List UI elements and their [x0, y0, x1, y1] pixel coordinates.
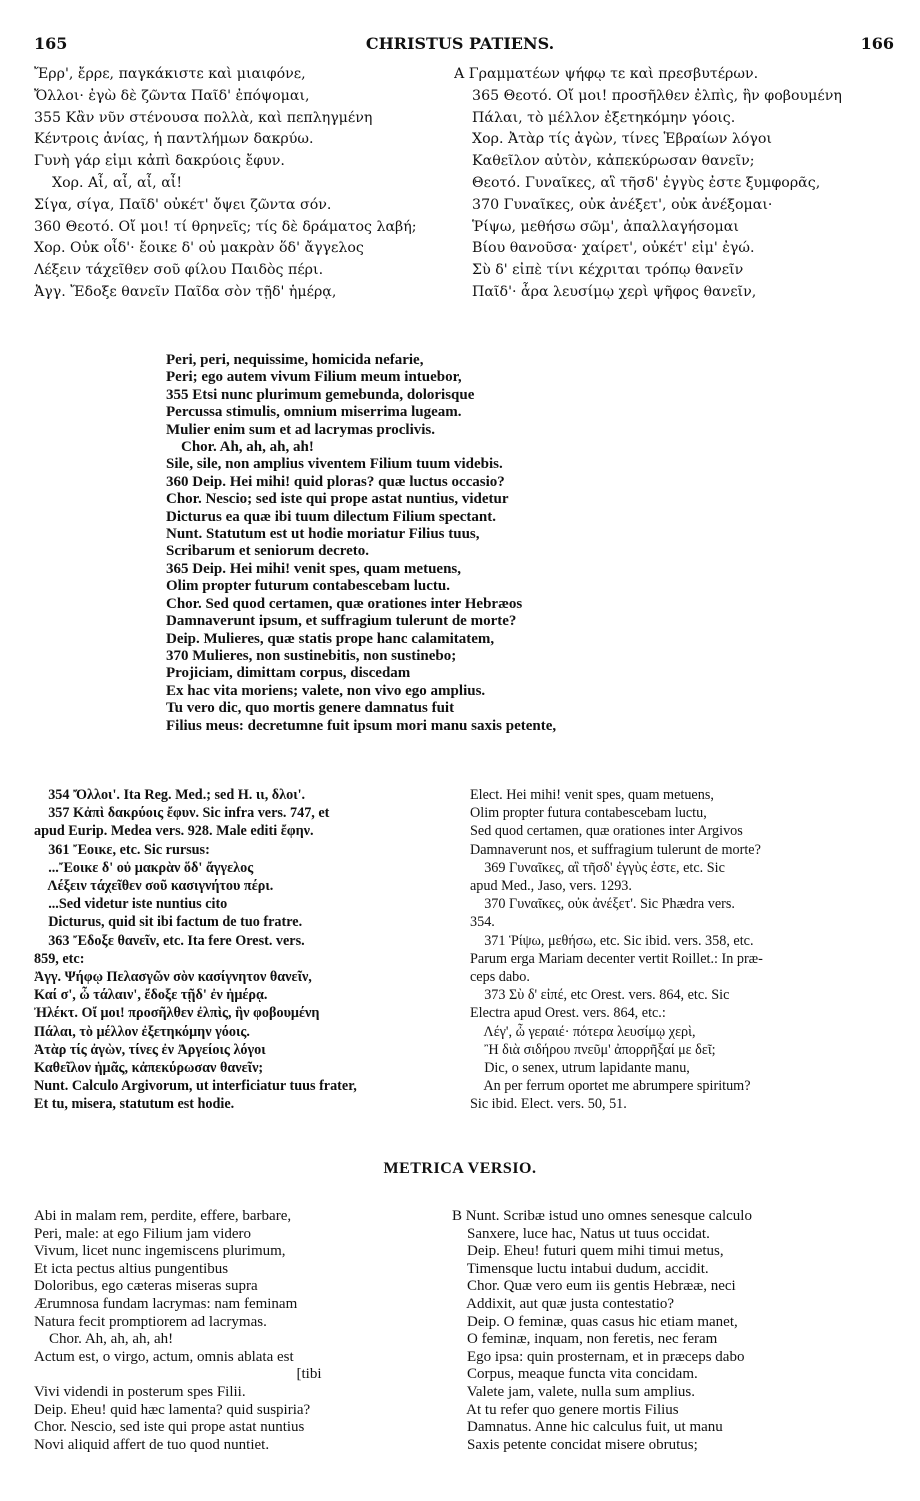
- text-line: Γυνὴ γάρ εἰμι κἀπὶ δακρύοις ἔφυν.: [34, 153, 285, 170]
- text-line: Et tu, misera, statutum est hodie.: [34, 1096, 235, 1113]
- text-line: Dicturus, quid sit ibi factum de tuo fratre.: [34, 914, 303, 931]
- text-line: Χορ. Αἶ, αἶ, αἶ, αἶ!: [34, 174, 183, 191]
- running-header: [0, 34, 920, 58]
- text-line: Χορ. Οὐκ οἶδ'· ἔοικε δ' οὐ μακρὰν ὅδ' ἄγγελος: [34, 240, 364, 257]
- text-line: An per ferrum oportet me abrumpere spiritum?: [470, 1078, 751, 1095]
- text-line: Ἀγγ. Ἔδοξε θανεῖν Παῖδα σὸν τῇδ' ἡμέρᾳ,: [34, 283, 337, 300]
- text-line: Χορ. Ἀτὰρ τίς ἀγὼν, τίνες Ἑβραίων λόγοι: [454, 131, 772, 148]
- text-line: Λέγ', ὦ γεραιέ· πότερα λευσίμῳ χερὶ,: [470, 1023, 696, 1040]
- text-line: Mulier enim sum et ad lacrymas proclivis.: [166, 421, 436, 438]
- text-line: Tu vero dic, quo mortis genere damnatus fuit: [166, 700, 455, 717]
- text-line: 354.: [470, 914, 495, 931]
- text-line: B Nunt. Scribæ istud uno omnes senesque calculo: [452, 1208, 752, 1224]
- text-line: 370 Γυναῖκες, οὐκ ἀνέξετ', οὐκ ἀνέξομαι·: [454, 196, 773, 213]
- text-line: Nunt. Statutum est ut hodie moriatur Filius tuus,: [166, 526, 480, 543]
- text-line: 360 Deip. Hei mihi! quid ploras? quæ luctus occasio?: [166, 473, 505, 490]
- text-line: Natura fecit promptiorem ad lacrymas.: [34, 1313, 267, 1330]
- text-line: Βίου θανοῦσα· χαίρετ', οὐκέτ' εἰμ' ἐγώ.: [454, 240, 755, 257]
- text-line: 360 Θεοτό. Οἴ μοι! τί θρηνεῖς; τίς δὲ δράματος λαβή;: [34, 218, 417, 235]
- text-line: Abi in malam rem, perdite, effere, barbare,: [34, 1208, 292, 1224]
- text-line: Deip. Mulieres, quæ statis prope hanc calamitatem,: [166, 630, 495, 647]
- text-line: Electra apud Orest. vers. 864, etc.:: [470, 1005, 666, 1022]
- text-line: Sile, sile, non amplius viventem Filium tuum videbis.: [166, 456, 503, 473]
- text-line: Chor. Quæ vero eum iis gentis Hebrææ, neci: [452, 1278, 736, 1295]
- text-line: 363 Ἔδοξε θανεῖν, etc. Ita fere Orest. vers.: [34, 932, 305, 949]
- text-line: Ærumnosa fundam lacrymas: nam feminam: [34, 1295, 298, 1312]
- text-line: Deip. Eheu! quid hæc lamenta? quid suspiria?: [34, 1401, 311, 1418]
- latin-translation: [166, 352, 866, 735]
- text-line: Et icta pectus altius pungentibus: [34, 1260, 229, 1277]
- text-line: 859, etc:: [34, 950, 85, 967]
- text-line: Θεοτό. Γυναῖκες, αἳ τῆσδ' ἐγγὺς ἐστε ξυμφορᾶς,: [454, 174, 821, 191]
- text-line: Saxis petente concidat misere obrutus;: [452, 1436, 698, 1453]
- text-line: At tu refer quo genere mortis Filius: [452, 1401, 679, 1418]
- left-page-number: 165: [34, 34, 68, 53]
- text-line: Olim propter futura contabescebam luctu,: [470, 805, 707, 822]
- text-line: Πάλαι, τὸ μέλλον ἐξετηκόμην γόοις.: [34, 1023, 250, 1040]
- metrica-left-column: [34, 1208, 446, 1454]
- text-line: Deip. O feminæ, quas casus hic etiam manet,: [452, 1313, 738, 1330]
- text-line: Nunt. Calculo Argivorum, ut interficiatur tuus frater,: [34, 1078, 357, 1095]
- running-title: CHRISTUS PATIENS.: [365, 34, 555, 53]
- text-line: Ἔρρ', ἔρρε, παγκάκιστε καὶ μιαιφόνε,: [34, 66, 306, 82]
- text-line: Dic, o senex, utrum lapidante manu,: [470, 1060, 690, 1077]
- text-line: 357 Κἀπὶ δακρύοις ἔφυν. Sic infra vers. 747, et: [34, 805, 330, 822]
- greek-text-left-column: [34, 64, 454, 304]
- text-line: Sic ibid. Elect. vers. 50, 51.: [470, 1096, 627, 1113]
- text-line: Novi aliquid affert de tuo quod nuntiet.: [34, 1436, 270, 1453]
- text-line: Παῖδ'· ἆρα λευσίμῳ χερὶ ψῆφος θανεῖν,: [454, 283, 757, 300]
- notes-right-column: [470, 786, 894, 1114]
- text-line: Vivi videndi in posterum spes Filii.: [34, 1383, 246, 1400]
- text-line: Vivum, licet nunc ingemiscens plurimum,: [34, 1243, 286, 1260]
- text-line: Projiciam, dimittam corpus, discedam: [166, 665, 411, 682]
- text-line: apud Med., Jaso, vers. 1293.: [470, 878, 632, 895]
- text-line: Filius meus: decretumne fuit ipsum mori manu saxis petente,: [166, 717, 557, 734]
- text-line: Deip. Eheu! futuri quem mihi timui metus,: [452, 1243, 724, 1260]
- text-line: Λέξειν τάχεῖθεν σοῦ κασιγνήτου πέρι.: [34, 878, 274, 895]
- text-line: Doloribus, ego cæteras miseras supra: [34, 1278, 258, 1295]
- text-line: Chor. Nescio; sed iste qui prope astat nuntius, videtur: [166, 491, 509, 508]
- text-line: 355 Κἂν νῦν στένουσα πολλὰ, καὶ πεπληγμένη: [34, 109, 373, 126]
- right-page-number: 166: [860, 34, 894, 53]
- text-line: Ὄλλοι· ἐγὼ δὲ ζῶντα Παῖδ' ἐπόψομαι,: [34, 87, 310, 104]
- text-line: Σίγα, σίγα, Παῖδ' οὐκέτ' ὄψει ζῶντα σόν.: [34, 196, 332, 213]
- text-line: Chor. Ah, ah, ah, ah!: [166, 439, 314, 456]
- metrica-versio-title: METRICA VERSIO.: [383, 1160, 537, 1177]
- text-line: Peri, male: at ego Filium jam videro: [34, 1225, 252, 1242]
- text-line: Peri, peri, nequissime, homicida nefarie,: [166, 352, 424, 368]
- text-line: Chor. Nescio, sed iste qui prope astat nuntius: [34, 1419, 305, 1436]
- text-line: 361 Ἔοικε, etc. Sic rursus:: [34, 841, 210, 858]
- text-line: Valete jam, valete, nulla sum amplius.: [452, 1383, 696, 1400]
- text-line: Elect. Hei mihi! venit spes, quam metuens,: [470, 787, 714, 803]
- text-line: Καθεῖλον αὐτὸν, κἀπεκύρωσαν θανεῖν;: [454, 153, 755, 170]
- text-line: O feminæ, inquam, non feretis, nec feram: [452, 1331, 718, 1348]
- text-line: Timensque luctu intabui dudum, accidit.: [452, 1260, 709, 1277]
- text-line: Ego ipsa: quin prosternam, et in præceps dabo: [452, 1348, 745, 1365]
- text-line: Chor. Ah, ah, ah, ah!: [34, 1331, 174, 1348]
- text-line: Olim propter futurum contabescebam luctu.: [166, 578, 451, 595]
- text-line: Ἀτὰρ τίς ἀγὼν, τίνες ἐν Ἀργείοις λόγοι: [34, 1041, 266, 1058]
- text-line: Addixit, aut quæ justa contestatio?: [452, 1295, 675, 1312]
- text-line: Damnaverunt nos, et suffragium tulerunt de morte?: [470, 841, 761, 858]
- text-line: Percussa stimulis, omnium miserrima lugeam.: [166, 404, 462, 421]
- text-line: Καθεῖλον ἡμᾶς, κἀπεκύρωσαν θανεῖν;: [34, 1060, 264, 1077]
- text-line: Ῥίψω, μεθήσω σῶμ', ἀπαλλαγήσομαι: [454, 218, 739, 235]
- text-line: A Γραμματέων ψήφῳ τε καὶ πρεσβυτέρων.: [454, 66, 759, 82]
- text-line: 371 Ῥίψω, μεθήσω, etc. Sic ibid. vers. 358, etc.: [470, 932, 754, 949]
- metrica-right-column: [452, 1208, 896, 1454]
- text-line: apud Eurip. Medea vers. 928. Male editi ἔφην.: [34, 823, 314, 840]
- notes-left-column: [34, 786, 446, 1114]
- text-line: Damnatus. Anne hic calculus fuit, ut manu: [452, 1419, 723, 1436]
- text-line: ceps dabo.: [470, 969, 530, 986]
- text-line: Λέξειν τάχεῖθεν σοῦ φίλου Παιδὸς πέρι.: [34, 262, 324, 279]
- text-line: 365 Deip. Hei mihi! venit spes, quam metuens,: [166, 560, 462, 577]
- text-line: Ἢ διὰ σιδήρου πνεῦμ' ἀπορρῆξαί με δεῖ;: [470, 1041, 716, 1058]
- text-line: Peri; ego autem vivum Filium meum intuebor,: [166, 369, 462, 386]
- text-line: [tibi: [34, 1366, 322, 1383]
- text-line: 373 Σὺ δ' εἰπέ, etc Orest. vers. 864, etc. Sic: [470, 987, 730, 1004]
- text-line: 370 Mulieres, non sustinebitis, non sustinebo;: [166, 647, 457, 664]
- text-line: 354 Ὄλλοι'. Ita Reg. Med.; sed H. ιι, δλοι'.: [34, 787, 306, 803]
- greek-text-right-column: [454, 64, 894, 304]
- text-line: Σὺ δ' εἰπὲ τίνι κέχριται τρόπῳ θανεῖν: [454, 262, 744, 279]
- text-line: Chor. Sed quod certamen, quæ orationes inter Hebræos: [166, 595, 523, 612]
- text-line: 365 Θεοτό. Οἴ μοι! προσῆλθεν ἐλπὶς, ἣν φοβουμένη: [454, 87, 842, 104]
- text-line: Parum erga Mariam decenter vertit Roillet.: In præ-: [470, 950, 763, 967]
- text-line: 355 Etsi nunc plurimum gemebunda, dolorisque: [166, 386, 475, 403]
- text-line: Κέντροις ἀνίας, ἡ παντλήμων δακρύω.: [34, 131, 314, 148]
- text-line: Ἀγγ. Ψήφῳ Πελασγῶν σὸν κασίγνητον θανεῖν,: [34, 969, 312, 986]
- text-line: Καί σ', ὦ τάλαιν', ἔδοξε τῇδ' ἐν ἡμέρᾳ.: [34, 987, 268, 1004]
- text-line: 370 Γυναῖκες, οὐκ ἀνέξετ'. Sic Phædra vers.: [470, 896, 735, 913]
- text-line: Actum est, o virgo, actum, omnis ablata est: [34, 1348, 294, 1365]
- text-line: Scribarum et seniorum decreto.: [166, 543, 370, 560]
- text-line: Corpus, meaque functa vita concidam.: [452, 1366, 698, 1383]
- text-line: Damnaverunt ipsum, et suffragium tulerunt de morte?: [166, 613, 517, 630]
- text-line: Ἠλέκτ. Οἴ μοι! προσῆλθεν ἐλπὶς, ἣν φοβουμένη: [34, 1005, 320, 1022]
- text-line: Dicturus ea quæ ibi tuum dilectum Filium spectant.: [166, 508, 497, 525]
- text-line: Πάλαι, τὸ μέλλον ἐξετηκόμην γόοις.: [454, 109, 736, 126]
- text-line: ...Sed videtur iste nuntius cito: [34, 896, 228, 913]
- text-line: Ex hac vita moriens; valete, non vivo ego amplius.: [166, 682, 486, 699]
- text-line: 369 Γυναῖκες, αἳ τῆσδ' ἐγγὺς ἐστε, etc. Sic: [470, 859, 725, 876]
- text-line: Sanxere, luce hac, Natus ut tuus occidat.: [452, 1225, 710, 1242]
- text-line: Sed quod certamen, quæ orationes inter Argivos: [470, 823, 743, 840]
- text-line: ...Ἔοικε δ' οὐ μακρὰν ὅδ' ἄγγελος: [34, 859, 254, 876]
